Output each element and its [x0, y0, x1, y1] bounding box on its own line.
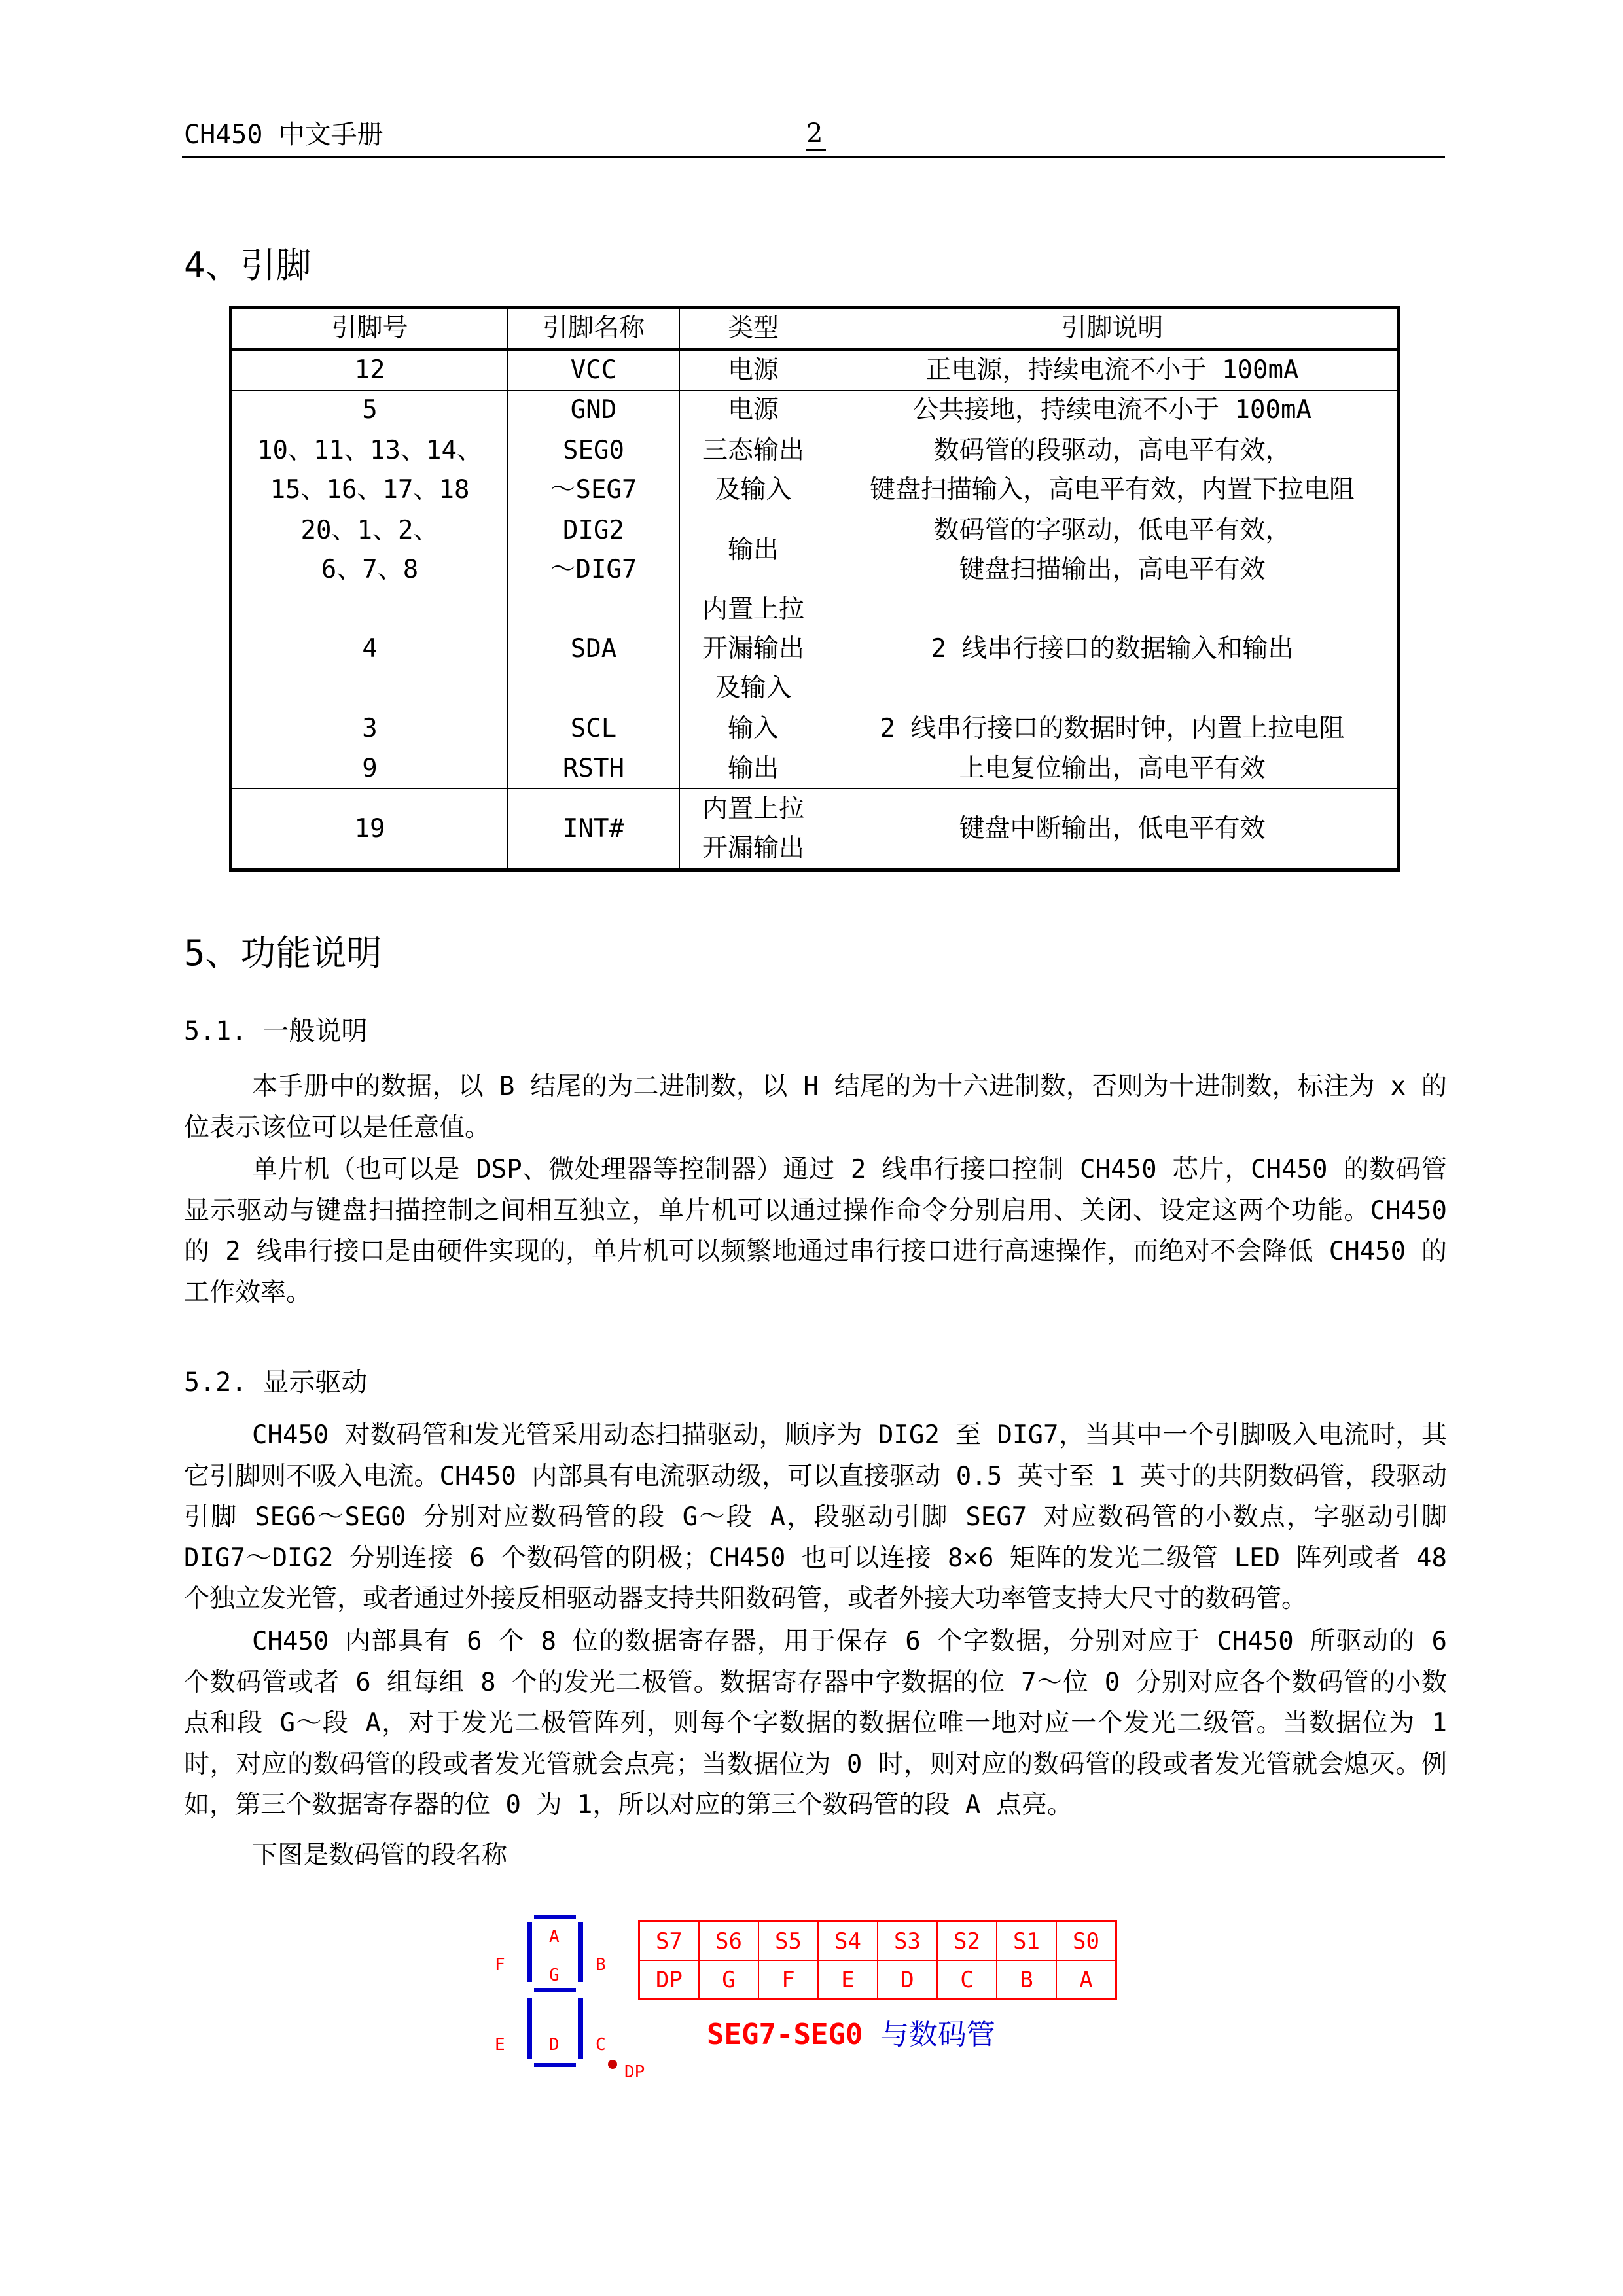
pin-type-cell: [680, 590, 827, 709]
cell-text: 15、16、17、18: [270, 474, 470, 504]
table-row: [231, 709, 1399, 749]
pin-name-cell: [508, 749, 680, 789]
table-row: [231, 590, 1399, 709]
pin-description-cell: [827, 391, 1399, 431]
cell-text: 输入: [727, 713, 779, 743]
pin-description-cell: [827, 590, 1399, 709]
pin-number-cell: [231, 431, 508, 510]
pin-name-cell: [508, 590, 680, 709]
cell-text: 10、11、13、14、: [257, 435, 482, 465]
cell-text: VCC: [570, 355, 617, 385]
pin-type-cell: [680, 709, 827, 749]
pin-name-cell: [508, 391, 680, 431]
pin-name-cell: [508, 431, 680, 510]
paragraph: CH450 对数码管和发光管采用动态扫描驱动，顺序为 DIG2 至 DIG7，当其中一个引脚吸入电流时，其它引脚则不吸入电流。CH450 内部具有电流驱动级，可以直接驱动 0.5 英寸至 1 英寸的共阴数码管，段驱动引脚 SEG6～SEG0 分别对应数码管的段 G～段 A，段驱动引脚 SEG7 对应数码管的小数点，字驱动引脚 DIG7～DIG2 分别连接 6 个数码管的阴极；CH450 也可以连接 8×6 矩阵的发光二级管 LED 阵列或者 48 个独立发光管，或者通过外接反相驱动器支持共阳数码管，或者外接大功率管支持大尺寸的数码管。: [184, 1421, 1447, 1614]
segment-name-cell: D: [878, 1960, 937, 2000]
seg-pin-cell: S2: [937, 1922, 997, 1961]
segment-caption-b: 与数码管: [880, 2018, 995, 2051]
cell-text: 3: [362, 713, 378, 743]
cell-text: 19: [354, 813, 385, 843]
cell-text: INT#: [563, 813, 624, 843]
col-header-description: 引脚说明: [827, 308, 1399, 350]
col-header-pin-number: 引脚号: [231, 308, 508, 350]
segment-c: [578, 1998, 583, 2059]
header-rule: [182, 156, 1445, 158]
cell-text: 4: [362, 634, 378, 664]
cell-text: 电源: [727, 395, 779, 425]
pin-name-cell: [508, 349, 680, 391]
pin-type-cell: [680, 349, 827, 391]
segment-name-cell: G: [699, 1960, 758, 2000]
cell-text: 公共接地，持续电流不小于 100mA: [913, 395, 1311, 425]
cell-text: ～DIG7: [550, 554, 637, 584]
cell-text: 数码管的段驱动，高电平有效，: [933, 435, 1291, 465]
cell-text: 正电源，持续电流不小于 100mA: [925, 355, 1299, 385]
cell-text: RSTH: [563, 754, 624, 784]
seg-pin-cell: S5: [758, 1922, 818, 1961]
pin-type-cell: [680, 789, 827, 870]
pin-table: [229, 306, 1400, 872]
cell-text: 键盘中断输出，低电平有效: [959, 813, 1266, 843]
label-d: D: [549, 2035, 560, 2055]
header-title: CH450 中文手册: [184, 120, 383, 150]
segment-caption: [707, 2015, 995, 2055]
col-header-type: 类型: [680, 308, 827, 350]
cell-text: DIG2: [563, 515, 624, 545]
cell-text: 5: [362, 395, 378, 425]
cell-text: SDA: [570, 634, 617, 664]
segment-dp-dot: [608, 2060, 617, 2069]
cell-text: SEG0: [563, 435, 624, 465]
pin-name-cell: [508, 510, 680, 590]
figure-caption: 下图是数码管的段名称: [252, 1841, 508, 1870]
seg-pin-cell: S7: [639, 1922, 700, 1961]
cell-text: 6、7、8: [321, 554, 419, 584]
segment-d: [534, 2063, 576, 2067]
cell-text: 三态输出: [702, 435, 804, 465]
cell-text: 键盘扫描输入，高电平有效，内置下拉电阻: [869, 474, 1355, 504]
segment-name-cell: DP: [639, 1960, 700, 2000]
table-row: [231, 349, 1399, 391]
pin-description-cell: [827, 709, 1399, 749]
cell-text: 数码管的字驱动，低电平有效，: [933, 515, 1291, 545]
pin-description-cell: [827, 431, 1399, 510]
pin-number-cell: [231, 391, 508, 431]
cell-text: 输出: [727, 754, 779, 784]
pin-description-cell: [827, 789, 1399, 870]
cell-text: 2 线串行接口的数据时钟，内置上拉电阻: [880, 713, 1345, 743]
segment-f: [527, 1922, 532, 1982]
pin-number-cell: [231, 510, 508, 590]
label-g: G: [549, 1966, 560, 1985]
col-header-pin-name: 引脚名称: [508, 308, 680, 350]
cell-text: 及输入: [715, 673, 792, 703]
page-number: 2: [806, 118, 823, 149]
pin-number-cell: [231, 349, 508, 391]
pin-name-cell: [508, 709, 680, 749]
cell-text: 2 线串行接口的数据输入和输出: [931, 634, 1294, 664]
cell-text: 电源: [727, 355, 779, 385]
page-number-underline: [806, 149, 826, 151]
pin-type-cell: [680, 749, 827, 789]
segment-name-cell: C: [937, 1960, 997, 2000]
seg-pin-cell: S0: [1056, 1922, 1116, 1961]
section-5-2-heading: 5.2. 显示驱动: [184, 1368, 368, 1398]
label-e: E: [495, 2035, 505, 2055]
label-b: B: [596, 1955, 606, 1975]
pin-description-cell: [827, 510, 1399, 590]
table-row: [231, 391, 1399, 431]
pin-table-header-row: [231, 308, 1399, 350]
pin-number-cell: [231, 590, 508, 709]
seg-pin-cell: S1: [997, 1922, 1056, 1961]
cell-text: 内置上拉: [702, 794, 804, 824]
segment-name-cell: E: [818, 1960, 878, 2000]
section-5-heading: 5、功能说明: [184, 932, 382, 974]
segment-a: [534, 1915, 576, 1919]
table-row: [231, 510, 1399, 590]
cell-text: 9: [362, 754, 378, 784]
pin-type-cell: [680, 510, 827, 590]
seg-pin-cell: S6: [699, 1922, 758, 1961]
cell-text: GND: [570, 395, 617, 425]
paragraph: 单片机（也可以是 DSP、微处理器等控制器）通过 2 线串行接口控制 CH450 芯片，CH450 的数码管显示驱动与键盘扫描控制之间相互独立，单片机可以通过操作命令分别启用、关闭、设定这两个功能。CH450 的 2 线串行接口是由硬件实现的，单片机可以频繁地通过串行接口进行高速操作，而绝对不会降低 CH450 的工作效率。: [184, 1155, 1447, 1307]
pin-number-cell: [231, 789, 508, 870]
segment-caption-a: SEG7-SEG0: [707, 2018, 863, 2051]
segment-b: [578, 1922, 583, 1982]
pin-type-cell: [680, 431, 827, 510]
seg-row: [639, 1922, 1116, 1961]
table-row: [231, 789, 1399, 870]
label-c: C: [596, 2035, 606, 2055]
segment-e: [527, 1998, 532, 2059]
seg-pin-cell: S4: [818, 1922, 878, 1961]
pin-description-cell: [827, 749, 1399, 789]
pin-number-cell: [231, 749, 508, 789]
cell-text: 键盘扫描输出，高电平有效: [959, 554, 1266, 584]
pin-description-cell: [827, 349, 1399, 391]
pin-name-cell: [508, 789, 680, 870]
segment-name-cell: F: [758, 1960, 818, 2000]
paragraph: 本手册中的数据，以 B 结尾的为二进制数，以 H 结尾的为十六进制数，否则为十进制数，标注为 x 的位表示该位可以是任意值。: [184, 1072, 1447, 1142]
cell-text: 上电复位输出，高电平有效: [959, 754, 1266, 784]
section-5-1-heading: 5.1. 一般说明: [184, 1016, 368, 1046]
cell-text: 内置上拉: [702, 595, 804, 625]
cell-text: 输出: [727, 535, 779, 565]
table-row: [231, 749, 1399, 789]
section-4-heading: 4、引脚: [184, 245, 312, 286]
segment-name-cell: A: [1056, 1960, 1116, 2000]
segment-name-row: [639, 1960, 1116, 2000]
cell-text: SCL: [570, 713, 617, 743]
label-dp: DP: [624, 2062, 645, 2082]
table-row: [231, 431, 1399, 510]
pin-number-cell: [231, 709, 508, 749]
cell-text: 开漏输出: [702, 833, 804, 863]
segment-mapping-table: [638, 1920, 1117, 2000]
segment-g: [534, 1988, 576, 1992]
paragraph: CH450 内部具有 6 个 8 位的数据寄存器，用于保存 6 个字数据，分别对应于 CH450 所驱动的 6 个数码管或者 6 组每组 8 个的发光二极管。数据寄存器中字数据的位 7～位 0 分别对应各个数码管的小数点和段 G～段 A，对于发光二极管阵列，则每个字数据的数据位唯一地对应一个发光二级管。当数据位为 1 时，对应的数码管的段或者发光管就会点亮；当数据位为 0 时，则对应的数码管的段或者发光管就会熄灭。例如，第三个数据寄存器的位 0 为 1，所以对应的第三个数码管的段 A 点亮。: [184, 1627, 1447, 1820]
cell-text: 开漏输出: [702, 634, 804, 664]
cell-text: 20、1、2、: [300, 515, 439, 545]
label-a: A: [549, 1927, 560, 1947]
cell-text: 及输入: [715, 474, 792, 504]
seg-pin-cell: S3: [878, 1922, 937, 1961]
cell-text: 12: [354, 355, 385, 385]
pin-type-cell: [680, 391, 827, 431]
segment-name-cell: B: [997, 1960, 1056, 2000]
label-f: F: [495, 1955, 505, 1975]
cell-text: ～SEG7: [550, 474, 637, 504]
